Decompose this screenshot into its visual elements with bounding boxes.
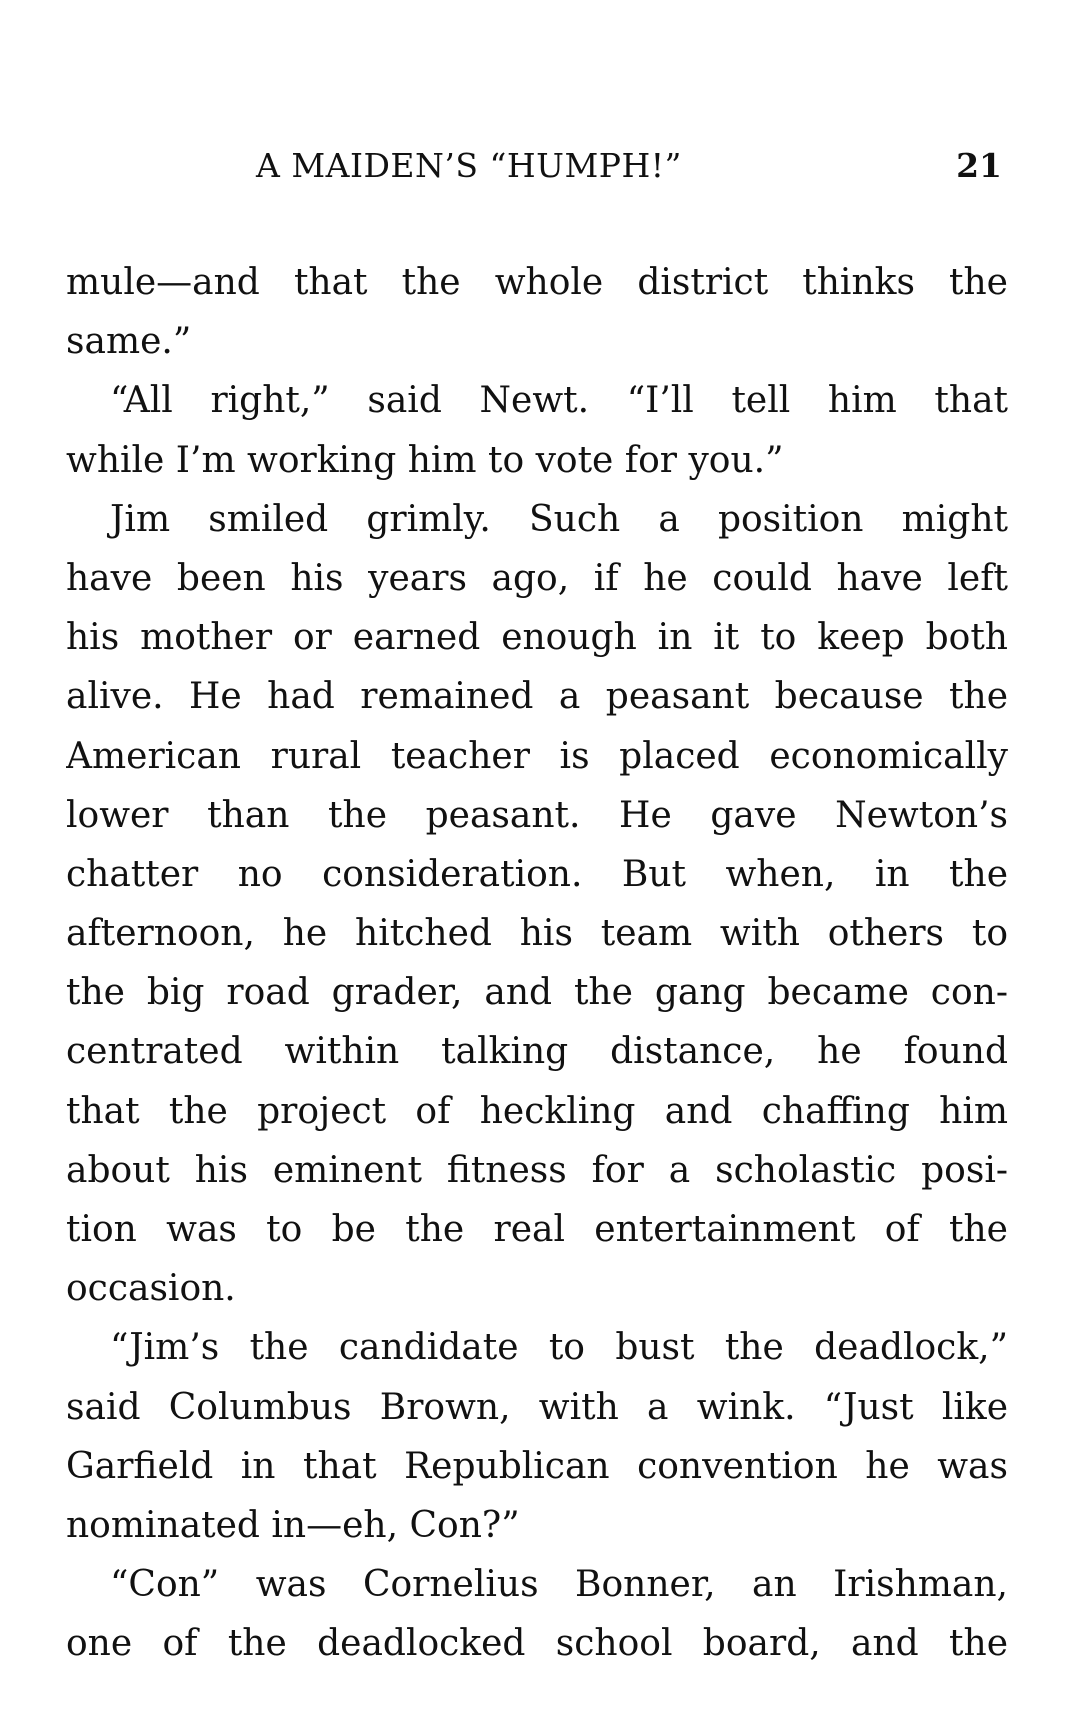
text-line: American rural teacher is placed economically <box>66 735 1008 777</box>
text-line: “Con” was Cornelius Bonner, an Irishman, <box>110 1564 1008 1606</box>
text-line: the big road grader, and the gang became con- <box>66 972 1008 1014</box>
text-line: about his eminent fitness for a scholastic posi- <box>66 1149 1008 1191</box>
text-line: lower than the peasant. He gave Newton’s <box>66 794 1008 836</box>
text-line: nominated in—eh, Con?” <box>66 1504 520 1546</box>
text-line: same.” <box>66 321 192 363</box>
text-line: alive. He had remained a peasant because the <box>66 676 1008 718</box>
running-title: A MAIDEN’S “HUMPH!” <box>256 146 682 185</box>
text-line: tion was to be the real entertainment of the <box>66 1209 1008 1250</box>
text-line: afternoon, he hitched his team with others to <box>66 913 1008 955</box>
text-line: his mother or earned enough in it to keep both <box>66 617 1008 659</box>
text-line: have been his years ago, if he could have left <box>66 557 1008 599</box>
running-header <box>66 146 1008 186</box>
text-line: “Jim’s the candidate to bust the deadlock,” <box>110 1327 1008 1369</box>
text-line: one of the deadlocked school board, and the <box>66 1623 1008 1665</box>
page-number: 21 <box>956 146 1002 185</box>
text-line: while I’m working him to vote for you.” <box>66 439 784 481</box>
text-line: occasion. <box>66 1268 236 1310</box>
body-text <box>66 253 1008 1674</box>
text-line: “All right,” said Newt. “I’ll tell him that <box>110 380 1008 422</box>
text-line: said Columbus Brown, with a wink. “Just like <box>66 1386 1008 1428</box>
text-line: Jim smiled grimly. Such a position might <box>110 498 1008 540</box>
text-line: that the project of heckling and chaffing him <box>66 1090 1008 1132</box>
text-line: Garfield in that Republican convention he was <box>66 1445 1008 1487</box>
text-line: centrated within talking distance, he found <box>66 1031 1008 1073</box>
text-line: chatter no consideration. But when, in the <box>66 853 1008 895</box>
text-line: mule—and that the whole district thinks the <box>66 262 1008 303</box>
